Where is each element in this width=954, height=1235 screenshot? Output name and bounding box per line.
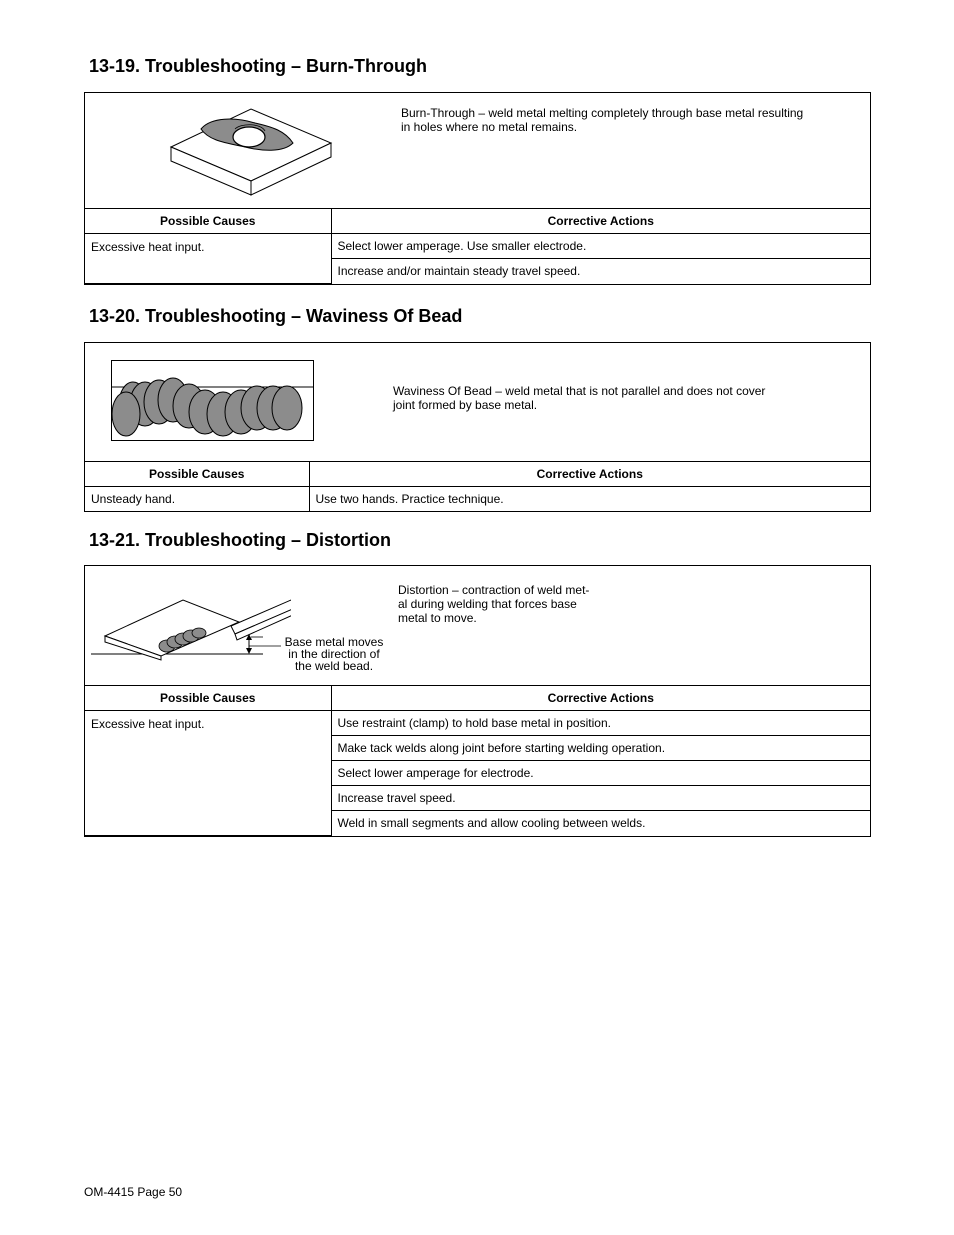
distortion-box [84,565,871,837]
burn-through-figure [85,93,870,209]
waviness-figure [85,343,870,462]
action-cell: Weld in small segments and allow cooling between welds. [331,811,870,836]
distortion-figure [85,566,870,686]
cause-cell: Unsteady hand. [85,487,309,512]
section-heading-burn-through: 13-19. Troubleshooting – Burn-Through [89,56,428,76]
table-row [85,234,870,259]
col-header-actions: Corrective Actions [309,462,870,487]
action-cell: Increase and/or maintain steady travel speed. [331,259,870,284]
distortion-table [85,686,870,836]
col-header-actions: Corrective Actions [331,209,870,234]
section-heading-waviness: 13-20. Troubleshooting – Waviness Of Bead [89,306,463,326]
action-cell: Use two hands. Practice technique. [309,487,870,512]
section-heading-distortion: 13-21. Troubleshooting – Distortion [89,530,392,550]
page-footer: OM-4415 Page 50 [84,1185,183,1199]
burn-through-illustration [165,101,365,211]
burn-through-table [85,209,870,284]
distortion-description: Distortion – contraction of weld met- al during welding that forces base metal to move. [398,583,590,625]
distortion-callout: Base metal moves in the direction of the weld bead. [284,635,384,673]
table-row [85,487,870,512]
action-cell: Increase travel speed. [331,786,870,811]
waviness-box [84,342,871,512]
col-header-causes: Possible Causes [85,686,331,711]
col-header-causes: Possible Causes [85,209,331,234]
waviness-description: Waviness Of Bead – weld metal that is not parallel and does not cover joint formed by base metal. [393,384,766,412]
col-header-causes: Possible Causes [85,462,309,487]
table-row [85,711,870,736]
action-cell: Make tack welds along joint before starting welding operation. [331,736,870,761]
col-header-actions: Corrective Actions [331,686,870,711]
waviness-table [85,462,870,511]
cause-cell: Excessive heat input. [85,711,331,836]
waviness-illustration [111,360,317,444]
distortion-illustration [91,596,291,666]
burn-through-box [84,92,871,285]
action-cell: Select lower amperage. Use smaller electrode. [331,234,870,259]
cause-cell: Excessive heat input. [85,234,331,284]
burn-through-description: Burn-Through – weld metal melting completely through base metal resulting in holes where no metal remains. [401,106,804,134]
action-cell: Use restraint (clamp) to hold base metal in position. [331,711,870,736]
action-cell: Select lower amperage for electrode. [331,761,870,786]
